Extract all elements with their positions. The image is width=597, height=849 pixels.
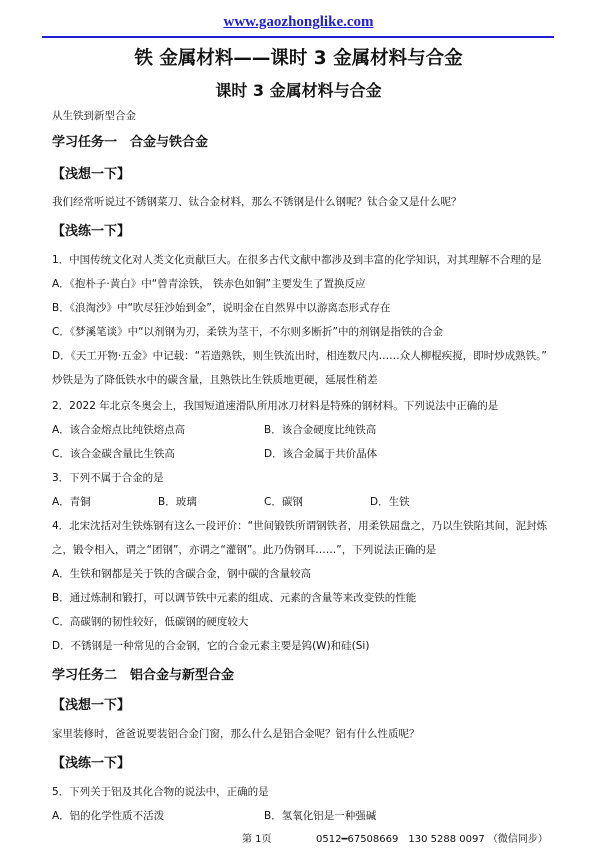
q1-stem: 1．中国传统文化对人类文化贡献巨大。在很多古代文献中都涉及到丰富的化学知识，对其理解不合理的是 [52,254,542,266]
q2-option-b: B．该合金硬度比纯铁高 [264,424,377,436]
header-divider [42,36,554,38]
q4-stem: 4．北宋沈括对生铁炼钢有这么一段评价：“世间锻铁所谓钢铁者，用柔铁屈盘之，乃以生铁陷其间，泥封炼 [52,520,548,532]
q3-option-c: C．碳钢 [264,496,303,508]
q2-stem: 2．2022 年北京冬奥会上，我国短道速滑队所用冰刀材料是特殊的钢材料。下列说法中正确的是 [52,400,499,412]
q4-stem-cont: 之，锻令相入，谓之“团钢”，亦谓之“灌钢”。此乃伪钢耳……”，下列说法正确的是 [52,544,437,556]
q3-option-d: D．生铁 [370,496,410,508]
page-subtitle: 课时 3 金属材料与合金 [215,81,382,100]
task2-heading: 学习任务二 铝合金与新型合金 [52,668,235,683]
q5-stem: 5．下列关于铝及其化合物的说法中，正确的是 [52,786,269,798]
task2-think-text: 家里装修时，爸爸说要装铝合金门窗，那么什么是铝合金呢？铝有什么性质呢？ [52,728,420,740]
q3-option-a: A．青铜 [52,496,91,508]
q4-option-a: A．生铁和钢都是关于铁的含碳合金，钢中碳的含量较高 [52,568,312,580]
site-url[interactable]: www.gaozhonglike.com [223,14,374,30]
contact-info: 0512━67508669 130 5288 0097 （微信同步） [316,834,548,845]
page-number: 第 1页 [242,834,272,845]
q2-option-c: C．该合金碳含量比生铁高 [52,448,175,460]
q1-option-c: C．《梦溪笔谈》中“以剂钢为刃，柔铁为茎干，不尔则多断折”中的剂钢是指铁的合金 [52,326,443,338]
task2-think-label: 【浅想一下】 [52,698,131,713]
q1-option-b: B．《浪淘沙》中“吹尽狂沙始到金”，说明金在自然界中以游离态形式存在 [52,302,391,314]
q1-option-d-cont: 炒铁是为了降低铁水中的碳含量，且熟铁比生铁质地更硬，延展性稍差 [52,374,378,386]
q4-option-c: C．高碳钢的韧性较好，低碳钢的硬度较大 [52,616,249,628]
q1-option-d: D．《天工开物·五金》中记载：“若造熟铁，则生铁流出时，相连数尺内……众人柳棍疾搅，即时炒成熟铁。” [52,350,547,362]
q1-option-a: A．《抱朴子·黄白》中“曾青涂铁， 铁赤色如铜”主要发生了置换反应 [52,278,366,290]
intro-text: 从生铁到新型合金 [52,110,136,122]
q3-stem: 3．下列不属于合金的是 [52,472,164,484]
q4-option-d: D．不锈钢是一种常见的合金钢，它的合金元素主要是钨(W)和硅(Si) [52,640,370,652]
q5-option-b: B．氢氧化铝是一种强碱 [264,810,377,822]
q3-option-b: B．玻璃 [158,496,197,508]
q4-option-b: B．通过炼制和锻打，可以调节铁中元素的组成、元素的含量等来改变铁的性能 [52,592,417,604]
task1-think-text: 我们经常听说过不锈钢菜刀、钛合金材料，那么不锈钢是什么钢呢？钛合金又是什么呢？ [52,196,462,208]
task2-practice-label: 【浅练一下】 [52,756,131,771]
q2-option-a: A．该合金熔点比纯铁熔点高 [52,424,186,436]
task1-think-label: 【浅想一下】 [52,167,131,182]
task1-practice-label: 【浅练一下】 [52,224,131,239]
page-title: 铁 金属材料——课时 3 金属材料与合金 [134,48,463,69]
q5-option-a: A．铝的化学性质不活泼 [52,810,165,822]
task1-heading: 学习任务一 合金与铁合金 [52,135,209,150]
q2-option-d: D．该合金属于共价晶体 [264,448,378,460]
